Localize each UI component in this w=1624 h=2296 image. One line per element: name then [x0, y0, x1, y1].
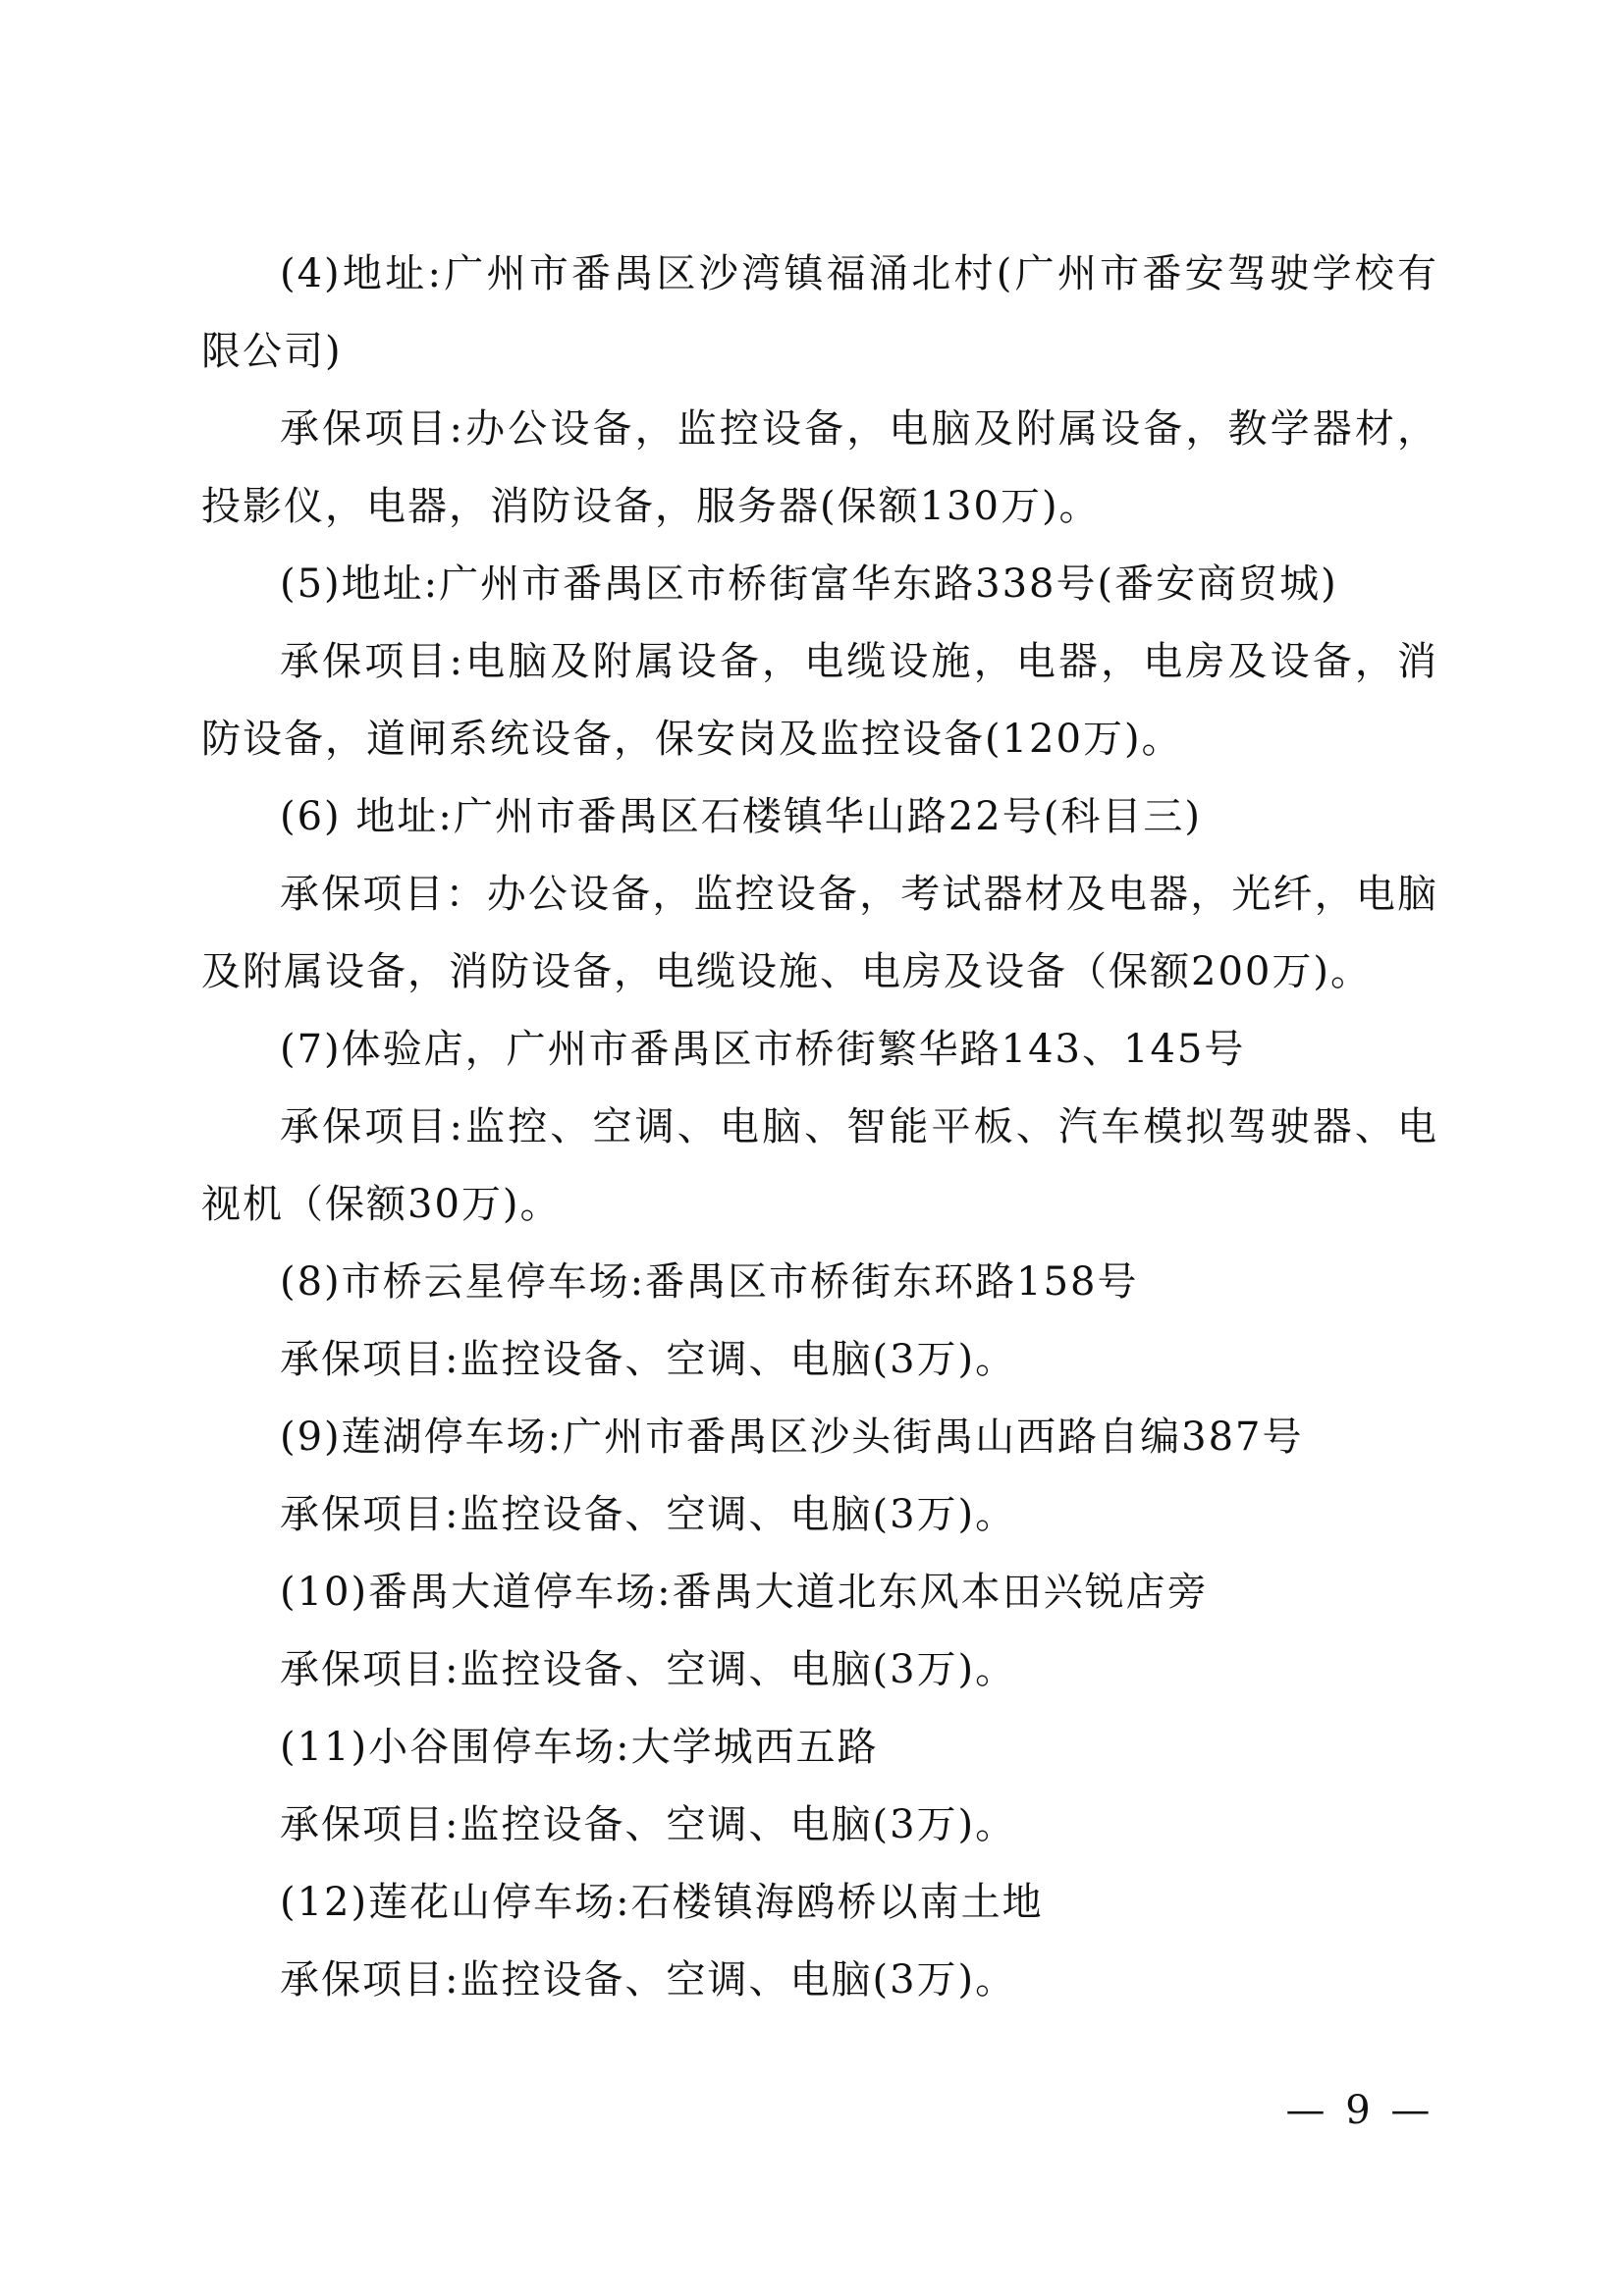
paragraph-site-9-address: (9)莲湖停车场:广州市番禺区沙头街禺山西路自编387号	[280, 1415, 1304, 1460]
paragraph-site-8-coverage: 承保项目:监控设备、空调、电脑(3万)。	[280, 1337, 1017, 1382]
paragraph-site-5-coverage: 承保项目:电脑及附属设备，电缆设施，电器，电房及设备，消防设备，道闸系统设备，保安岗及监控设备(120万)。	[201, 639, 1438, 762]
paragraph-site-10-coverage: 承保项目:监控设备、空调、电脑(3万)。	[280, 1647, 1017, 1692]
page-number: — 9 —	[1285, 2088, 1435, 2133]
paragraph-site-8-address: (8)市桥云星停车场:番禺区市桥街东环路158号	[280, 1259, 1139, 1305]
paragraph-site-10-address: (10)番禺大道停车场:番禺大道北东风本田兴锐店旁	[280, 1570, 1209, 1615]
paragraph-site-6-coverage: 承保项目：办公设备，监控设备，考试器材及电器，光纤，电脑及附属设备，消防设备，电缆设施、电房及设备（保额200万)。	[201, 872, 1438, 994]
paragraph-site-4-address: (4)地址:广州市番禺区沙湾镇福涌北村(广州市番安驾驶学校有限公司)	[201, 251, 1438, 374]
paragraph-site-7-address: (7)体验店，广州市番禺区市桥街繁华路143、145号	[280, 1027, 1246, 1072]
paragraph-site-5-address: (5)地址:广州市番禺区市桥街富华东路338号(番安商贸城)	[280, 561, 1338, 607]
paragraph-site-4-coverage: 承保项目:办公设备，监控设备，电脑及附属设备，教学器材，投影仪，电器，消防设备，服务器(保额130万)。	[201, 406, 1438, 529]
paragraph-site-11-coverage: 承保项目:监控设备、空调、电脑(3万)。	[280, 1802, 1017, 1847]
paragraph-site-9-coverage: 承保项目:监控设备、空调、电脑(3万)。	[280, 1492, 1017, 1537]
paragraph-site-6-address: (6) 地址:广州市番禺区石楼镇华山路22号(科目三)	[280, 794, 1202, 839]
paragraph-site-12-address: (12)莲花山停车场:石楼镇海鸥桥以南土地	[280, 1880, 1044, 1925]
paragraph-site-11-address: (11)小谷围停车场:大学城西五路	[280, 1725, 879, 1770]
paragraph-site-12-coverage: 承保项目:监控设备、空调、电脑(3万)。	[280, 1957, 1017, 2002]
paragraph-site-7-coverage: 承保项目:监控、空调、电脑、智能平板、汽车模拟驾驶器、电视机（保额30万)。	[201, 1104, 1438, 1227]
